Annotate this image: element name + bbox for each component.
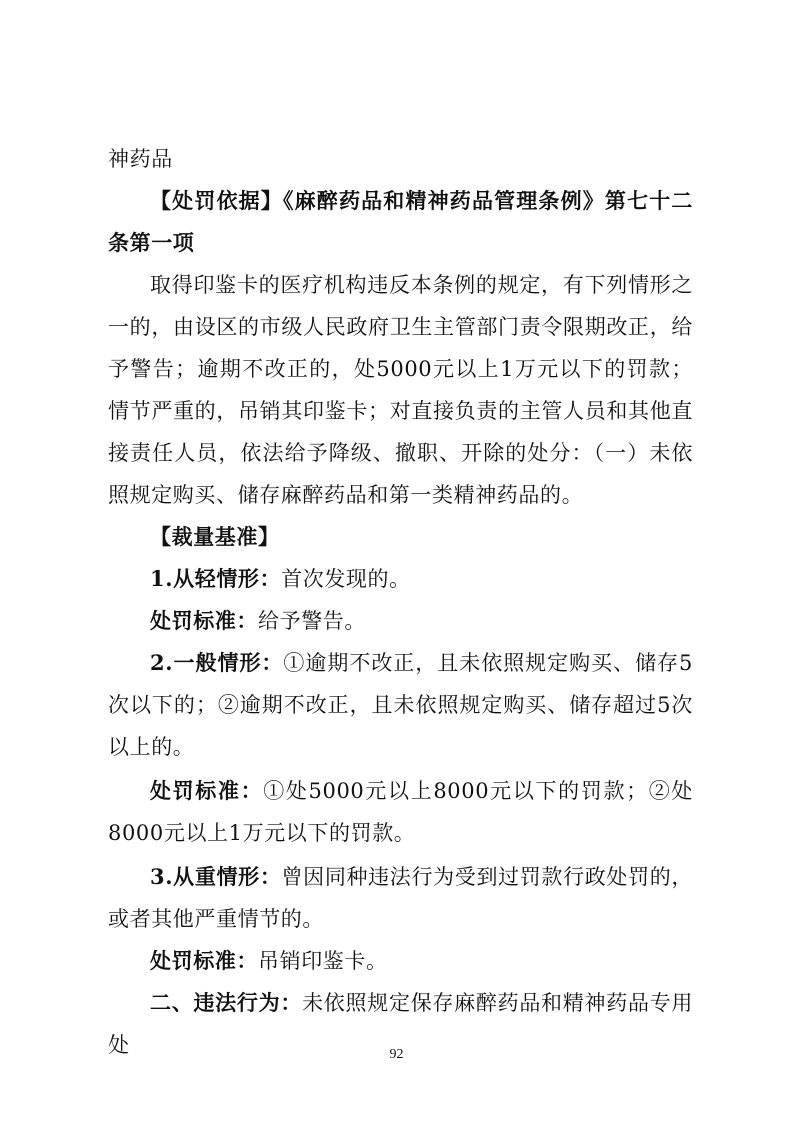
- general-text: ①逾期不改正，且未依照规定购买、储存5次以下的；②逾期不改正，且未依照规定购买、储存超过5次以上的。: [108, 651, 693, 759]
- general-label: 2.一般情形：: [150, 650, 284, 675]
- continued-text: 神药品: [108, 147, 173, 171]
- heavy-penalty-label: 处罚标准：: [150, 948, 258, 973]
- discretion-heading: [108, 516, 693, 558]
- page-number: 92: [389, 1047, 404, 1062]
- heavy-penalty-text: 吊销印鉴卡。: [258, 949, 388, 973]
- light-text: 首次发现的。: [281, 567, 411, 591]
- next-violation-text: 未依照规定保存麻醉药品和精神药品专用处: [108, 991, 693, 1057]
- heavy-label: 3.从重情形：: [150, 864, 282, 889]
- penalty-basis-text: 《麻醉药品和精神药品管理条例》第七十二条第一项: [108, 188, 693, 255]
- heavy-circumstance: [108, 856, 693, 940]
- article-text: 取得印鉴卡的医疗机构违反本条例的规定，有下列情形之一的，由设区的市级人民政府卫生主管部门责令限期改正，给予警告；逾期不改正的，处5000元以上1万元以下的罚款；情节严重的，吊销其印鉴卡；对直接负责的主管人员和其他直接责任人员，依法给予降级、撤职、开除的处分：（一）未依照规定购买、储存麻醉药品和第一类精神药品的。: [108, 273, 693, 507]
- discretion-label: 【裁量基准】: [150, 524, 280, 549]
- general-penalty: [108, 770, 693, 854]
- general-penalty-text: ①处5000元以上8000元以下的罚款；②处8000元以上1万元以下的罚款。: [108, 779, 693, 845]
- light-circumstance: [108, 558, 693, 600]
- penalty-basis-label: 【处罚依据】: [150, 188, 283, 213]
- heavy-penalty: [108, 940, 693, 982]
- next-violation-label: 二、违法行为：: [150, 990, 303, 1015]
- article-paragraph: [108, 264, 693, 516]
- general-penalty-label: 处罚标准：: [150, 778, 264, 803]
- general-circumstance: [108, 642, 693, 768]
- continued-line: [108, 138, 693, 180]
- light-penalty-label: 处罚标准：: [150, 608, 258, 633]
- heavy-text: 曾因同种违法行为受到过罚款行政处罚的，或者其他严重情节的。: [108, 865, 693, 931]
- light-penalty-text: 给予警告。: [258, 609, 366, 633]
- penalty-basis-paragraph: [108, 180, 693, 264]
- light-label: 1.从轻情形：: [150, 566, 282, 591]
- page-content: [108, 138, 693, 1066]
- light-penalty: [108, 600, 693, 642]
